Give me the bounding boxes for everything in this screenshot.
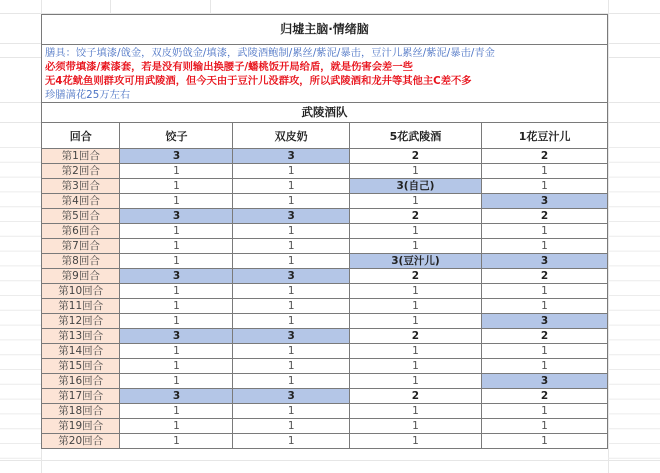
table-row xyxy=(42,419,607,434)
table-row xyxy=(42,149,607,164)
column-header-shuangpinai[interactable]: 双皮奶 xyxy=(233,123,349,149)
value-cell[interactable]: 2 xyxy=(349,149,481,164)
table-row xyxy=(42,284,607,299)
table-row xyxy=(42,299,607,314)
round-label-cell[interactable]: 第19回合 xyxy=(42,419,120,434)
value-cell[interactable]: 3 xyxy=(120,209,233,224)
table-row xyxy=(42,404,607,419)
value-cell[interactable]: 1 xyxy=(233,404,349,419)
value-cell[interactable]: 1 xyxy=(120,374,233,389)
value-cell[interactable]: 1 xyxy=(233,254,349,269)
round-label-cell[interactable]: 第8回合 xyxy=(42,254,120,269)
value-cell[interactable]: 3 xyxy=(120,149,233,164)
round-label-cell[interactable]: 第18回合 xyxy=(42,404,120,419)
rounds-table xyxy=(42,123,607,448)
table-row xyxy=(42,314,607,329)
table-row xyxy=(42,344,607,359)
table-row xyxy=(42,164,607,179)
value-cell[interactable]: 1 xyxy=(349,404,481,419)
value-cell[interactable]: 1 xyxy=(482,284,607,299)
value-cell[interactable]: 1 xyxy=(120,284,233,299)
round-label-cell[interactable]: 第16回合 xyxy=(42,374,120,389)
value-cell[interactable]: 3 xyxy=(482,194,607,209)
table-row xyxy=(42,269,607,284)
round-label-cell[interactable]: 第7回合 xyxy=(42,239,120,254)
header-row xyxy=(42,123,607,149)
round-label-cell[interactable]: 第5回合 xyxy=(42,209,120,224)
value-cell[interactable]: 2 xyxy=(482,149,607,164)
value-cell[interactable]: 1 xyxy=(482,419,607,434)
round-label-cell[interactable]: 第14回合 xyxy=(42,344,120,359)
value-cell[interactable]: 1 xyxy=(349,164,481,179)
sheet-title: 归墟主脑·情绪脑 xyxy=(42,15,607,45)
round-label-cell[interactable]: 第1回合 xyxy=(42,149,120,164)
value-cell[interactable]: 1 xyxy=(233,284,349,299)
value-cell[interactable]: 1 xyxy=(120,419,233,434)
value-cell[interactable]: 3 xyxy=(233,149,349,164)
round-label-cell[interactable]: 第9回合 xyxy=(42,269,120,284)
notes-block xyxy=(42,45,607,103)
value-cell[interactable]: 1 xyxy=(482,434,607,449)
value-cell[interactable]: 2 xyxy=(482,329,607,344)
value-cell[interactable]: 3 xyxy=(233,209,349,224)
value-cell[interactable]: 2 xyxy=(349,209,481,224)
value-cell[interactable]: 1 xyxy=(233,314,349,329)
table-row xyxy=(42,194,607,209)
note-line: 无4花鱿鱼则群攻可用武陵酒，但今天由于豆汁儿没群攻，所以武陵酒和龙井等其他主C差不多 xyxy=(45,75,472,87)
value-cell[interactable]: 3 xyxy=(120,329,233,344)
table-row xyxy=(42,224,607,239)
table-row xyxy=(42,329,607,344)
value-cell[interactable]: 1 xyxy=(349,284,481,299)
value-cell[interactable]: 1 xyxy=(233,344,349,359)
value-cell[interactable]: 1 xyxy=(349,359,481,374)
column-header-wulingjiu[interactable]: 5花武陵酒 xyxy=(349,123,481,149)
value-cell[interactable]: 3 xyxy=(482,314,607,329)
round-label-cell[interactable]: 第17回合 xyxy=(42,389,120,404)
column-header-jiaozi[interactable]: 饺子 xyxy=(120,123,233,149)
value-cell[interactable]: 1 xyxy=(233,239,349,254)
value-cell[interactable]: 1 xyxy=(120,254,233,269)
table-row xyxy=(42,209,607,224)
table-row xyxy=(42,254,607,269)
value-cell[interactable]: 1 xyxy=(233,194,349,209)
value-cell[interactable]: 1 xyxy=(233,299,349,314)
value-cell[interactable]: 1 xyxy=(482,239,607,254)
value-cell[interactable]: 1 xyxy=(233,164,349,179)
value-cell[interactable]: 1 xyxy=(349,299,481,314)
value-cell[interactable]: 1 xyxy=(349,224,481,239)
value-cell[interactable]: 2 xyxy=(349,269,481,284)
value-cell[interactable]: 1 xyxy=(482,359,607,374)
round-label-cell[interactable]: 第11回合 xyxy=(42,299,120,314)
round-label-cell[interactable]: 第13回合 xyxy=(42,329,120,344)
value-cell[interactable]: 1 xyxy=(120,179,233,194)
note-line: 必须带填漆/素漆套，若是没有则输出换腰子/蟠桃饭开局给盾，就是伤害会差一些 xyxy=(45,61,413,73)
column-header-round[interactable]: 回合 xyxy=(42,123,120,149)
round-label-cell[interactable]: 第4回合 xyxy=(42,194,120,209)
value-cell[interactable]: 1 xyxy=(482,404,607,419)
value-cell[interactable]: 1 xyxy=(349,239,481,254)
value-cell[interactable]: 1 xyxy=(349,344,481,359)
value-cell[interactable]: 1 xyxy=(349,419,481,434)
value-cell[interactable]: 3(自己) xyxy=(349,179,481,194)
value-cell[interactable]: 1 xyxy=(120,434,233,449)
team-name: 武陵酒队 xyxy=(42,103,607,123)
value-cell[interactable]: 1 xyxy=(233,434,349,449)
value-cell[interactable]: 1 xyxy=(233,419,349,434)
value-cell[interactable]: 1 xyxy=(482,344,607,359)
value-cell[interactable]: 1 xyxy=(120,239,233,254)
table-row xyxy=(42,359,607,374)
table-row xyxy=(42,179,607,194)
value-cell[interactable]: 1 xyxy=(233,179,349,194)
value-cell[interactable]: 3(豆汁儿) xyxy=(349,254,481,269)
sheet-table-block xyxy=(41,14,608,449)
value-cell[interactable]: 1 xyxy=(120,194,233,209)
note-line: 珍膳满花25万左右 xyxy=(45,89,131,101)
value-cell[interactable]: 1 xyxy=(349,434,481,449)
table-row xyxy=(42,374,607,389)
value-cell[interactable]: 3 xyxy=(233,329,349,344)
value-cell[interactable]: 1 xyxy=(120,359,233,374)
table-row xyxy=(42,434,607,449)
value-cell[interactable]: 3 xyxy=(482,254,607,269)
value-cell[interactable]: 1 xyxy=(482,179,607,194)
round-label-cell[interactable]: 第6回合 xyxy=(42,224,120,239)
value-cell[interactable]: 2 xyxy=(482,389,607,404)
value-cell[interactable]: 2 xyxy=(482,269,607,284)
value-cell[interactable]: 2 xyxy=(349,389,481,404)
value-cell[interactable]: 1 xyxy=(120,404,233,419)
value-cell[interactable]: 1 xyxy=(349,194,481,209)
value-cell[interactable]: 3 xyxy=(482,374,607,389)
value-cell[interactable]: 1 xyxy=(482,299,607,314)
value-cell[interactable]: 1 xyxy=(482,164,607,179)
value-cell[interactable]: 1 xyxy=(120,164,233,179)
table-row xyxy=(42,389,607,404)
round-label-cell[interactable]: 第15回合 xyxy=(42,359,120,374)
round-label-cell[interactable]: 第20回合 xyxy=(42,434,120,449)
value-cell[interactable]: 1 xyxy=(482,224,607,239)
value-cell[interactable]: 3 xyxy=(233,389,349,404)
round-label-cell[interactable]: 第3回合 xyxy=(42,179,120,194)
value-cell[interactable]: 1 xyxy=(120,224,233,239)
round-label-cell[interactable]: 第2回合 xyxy=(42,164,120,179)
value-cell[interactable]: 2 xyxy=(349,329,481,344)
value-cell[interactable]: 3 xyxy=(120,269,233,284)
column-header-douzhier[interactable]: 1花豆汁儿 xyxy=(482,123,607,149)
value-cell[interactable]: 3 xyxy=(233,269,349,284)
value-cell[interactable]: 3 xyxy=(120,389,233,404)
value-cell[interactable]: 1 xyxy=(233,224,349,239)
table-row xyxy=(42,239,607,254)
value-cell[interactable]: 1 xyxy=(120,344,233,359)
value-cell[interactable]: 2 xyxy=(482,209,607,224)
value-cell[interactable]: 1 xyxy=(120,314,233,329)
value-cell[interactable]: 1 xyxy=(349,374,481,389)
value-cell[interactable]: 1 xyxy=(120,299,233,314)
note-line: 膳具：饺子填漆/戗金，双皮奶戗金/填漆，武陵酒鲍制/累丝/紫泥/暴击，豆汁儿累丝/紫泥/暴击/青金 xyxy=(45,47,495,59)
round-label-cell[interactable]: 第12回合 xyxy=(42,314,120,329)
value-cell[interactable]: 1 xyxy=(233,374,349,389)
round-label-cell[interactable]: 第10回合 xyxy=(42,284,120,299)
value-cell[interactable]: 1 xyxy=(233,359,349,374)
value-cell[interactable]: 1 xyxy=(349,314,481,329)
